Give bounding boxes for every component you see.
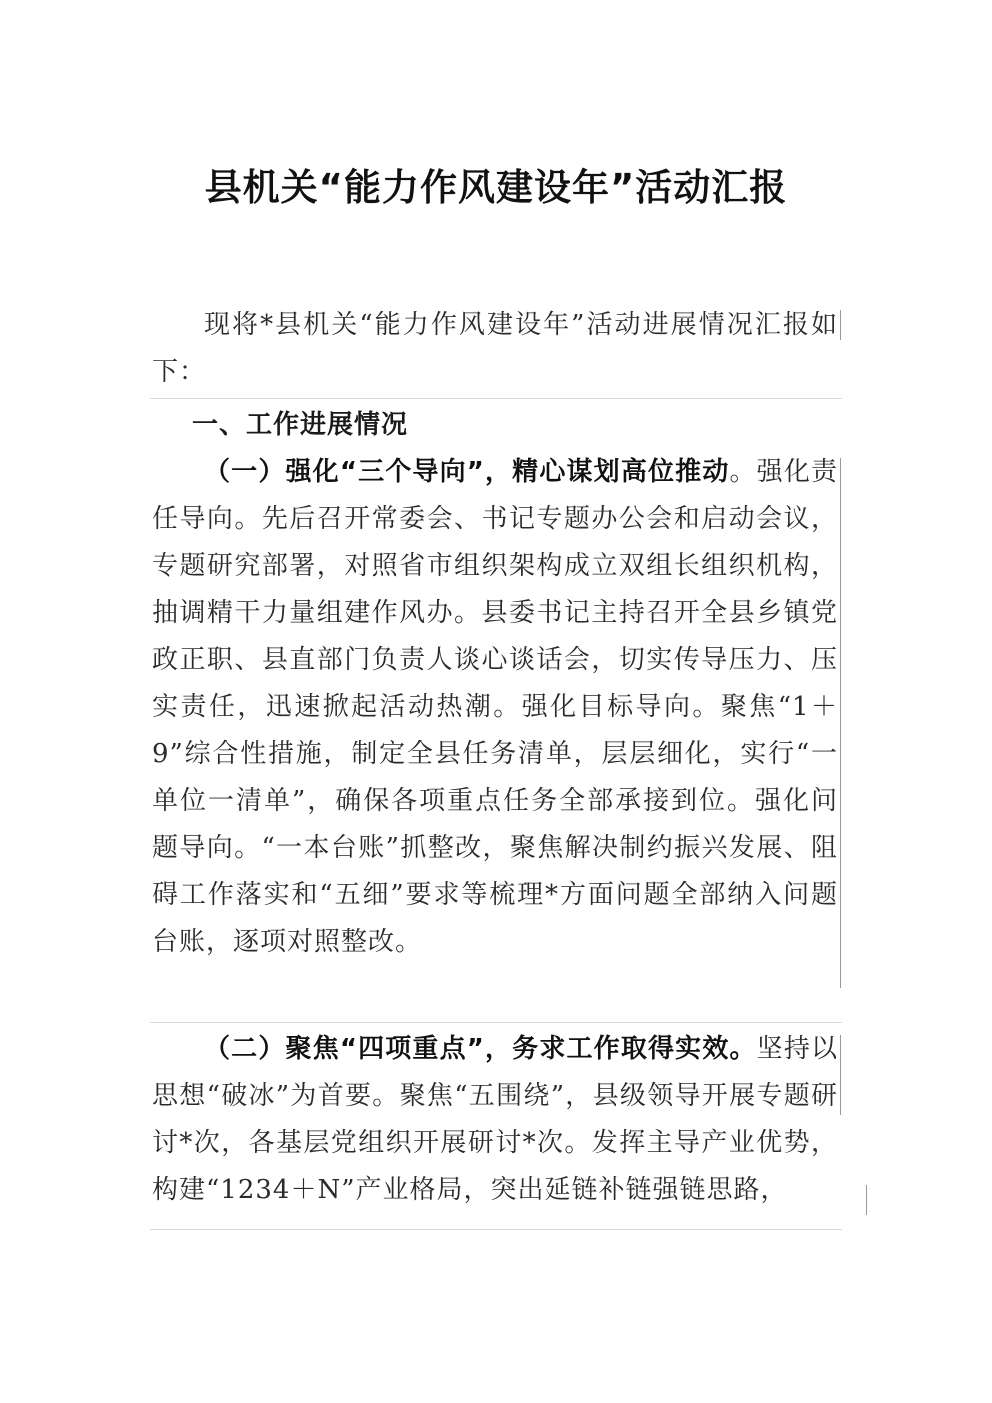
subsection-two-paragraph <box>152 1026 838 1214</box>
margin-mark <box>840 458 841 988</box>
paragraph-divider <box>150 1022 842 1023</box>
margin-mark <box>840 1035 841 1115</box>
subsection-one-paragraph <box>152 449 838 966</box>
paragraph-divider <box>150 1229 842 1230</box>
paragraph-divider <box>150 398 842 399</box>
subsection-one-body: 。强化责任导向。先后召开常委会、书记专题办公会和启动会议，专题研究部署，对照省市组织架构成立双组长组织机构，抽调精干力量组建作风办。县委书记主持召开全县乡镇党政正职、县直部门负责人谈心谈话会，切实传导压力、压实责任，迅速掀起活动热潮。强化目标导向。聚焦“1＋9”综合性措施，制定全县任务清单，层层细化，实行“一单位一清单”，确保各项重点任务全部承接到位。强化问题导向。“一本台账”抓整改，聚焦解决制约振兴发展、阻碍工作落实和“五细”要求等梳理*方面问题全部纳入问题台账，逐项对照整改。 <box>152 457 838 957</box>
page-title: 县机关“能力作风建设年”活动汇报 <box>204 166 788 209</box>
subsection-two-lead: （二）聚焦“四项重点”，务求工作取得实效。 <box>204 1034 757 1064</box>
margin-mark <box>840 310 841 340</box>
subsection-one-lead: （一）强化“三个导向”，精心谋划高位推动 <box>204 457 730 487</box>
margin-mark <box>866 1185 867 1215</box>
section-heading: 一、工作进展情况 <box>192 410 409 440</box>
subsection-two-body: 坚持以思想“破冰”为首要。聚焦“五围绕”，县级领导开展专题研讨*次，各基层党组织开展研讨*次。发挥主导产业优势，构建“1234＋N”产业格局，突出延链补链强链思路， <box>152 1034 838 1205</box>
intro-paragraph: 现将*县机关“能力作风建设年”活动进展情况汇报如下： <box>152 310 838 387</box>
